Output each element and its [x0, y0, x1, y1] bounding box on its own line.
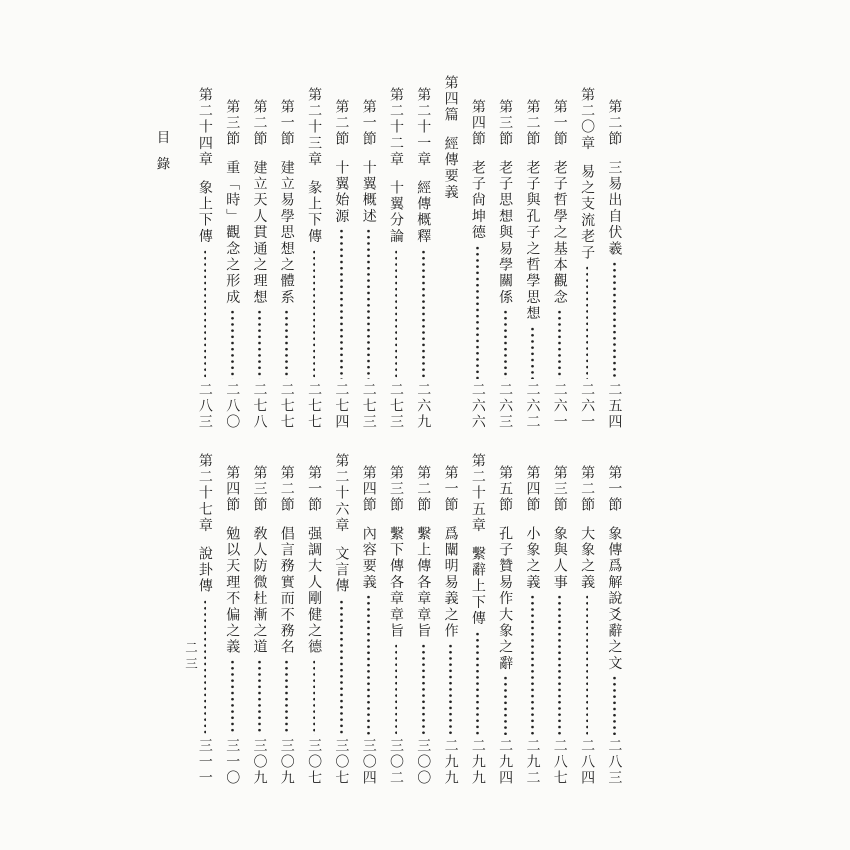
- entry-title: 三易出自伏羲: [606, 159, 623, 257]
- entry-title: 老子哲學之基本觀念: [551, 159, 568, 306]
- entry-title: 內容要義: [360, 525, 377, 591]
- entry-page-number: 三〇九: [251, 738, 268, 787]
- dot-leader: [476, 245, 479, 380]
- entry-label: 第二節: [278, 465, 295, 514]
- entry-page-number: 三〇〇: [415, 738, 432, 787]
- toc-entry: [300, 75, 327, 431]
- entry-title: 强調大人剛健之德: [306, 525, 323, 656]
- entry-page-number: 二八三: [196, 382, 213, 431]
- entry-page-number: 二七三: [360, 382, 377, 431]
- entry-page-number: 三〇四: [360, 738, 377, 787]
- entry-title: 彖上下傳: [306, 180, 323, 245]
- toc-entry: [492, 441, 519, 787]
- entry-title: 大象之義: [579, 525, 596, 591]
- entry-title: 重「時」觀念之形成: [224, 159, 241, 306]
- entry-page-number: 二六二: [524, 382, 541, 431]
- toc-entry: [382, 75, 409, 431]
- entry-page-number: 三一〇: [224, 738, 241, 787]
- toc-entry: [519, 75, 546, 431]
- entry-label: 第二十四章: [196, 87, 213, 168]
- entry-title: 象與人事: [551, 525, 568, 591]
- toc-entry: [492, 75, 519, 431]
- entry-title: 小象之義: [524, 525, 541, 591]
- entry-page-number: 三〇七: [306, 738, 323, 787]
- dot-leader: [367, 228, 370, 379]
- entry-page-number: 三〇九: [278, 738, 295, 787]
- entry-label: 第一節: [360, 99, 377, 148]
- entry-label: 第三節: [224, 99, 241, 148]
- entry-page-number: 二七四: [333, 382, 350, 431]
- entry-label: 第二十七章: [196, 453, 213, 534]
- toc-entry: [573, 75, 600, 431]
- entry-label: 第三節: [251, 465, 268, 514]
- dot-leader: [422, 643, 425, 735]
- entry-label: 第二節: [524, 99, 541, 148]
- entry-title: 象上下傳: [196, 180, 213, 245]
- dot-leader: [476, 631, 479, 735]
- toc-entry: [546, 75, 573, 431]
- dot-leader: [340, 599, 343, 736]
- dot-leader: [258, 659, 261, 735]
- entry-title: 說卦傳: [196, 546, 213, 595]
- entry-label: 第一節: [442, 465, 459, 514]
- entry-label: 第二節: [579, 465, 596, 514]
- toc-entry: [355, 441, 382, 787]
- entry-title: 建立易學思想之體系: [278, 159, 295, 306]
- entry-title: 繫上傳各章章旨: [415, 525, 432, 640]
- toc-entry: [191, 441, 218, 787]
- dot-leader: [422, 249, 425, 380]
- entry-page-number: 二八三: [606, 738, 623, 787]
- toc-entry: [273, 75, 300, 431]
- entry-page-number: 二六一: [551, 382, 568, 431]
- dot-leader: [613, 261, 616, 380]
- dot-leader: [586, 594, 589, 735]
- entry-title: 老子尙坤德: [469, 159, 486, 241]
- entry-title: 十翼概述: [360, 159, 377, 225]
- dot-leader: [504, 309, 507, 379]
- entry-label: 第三節: [551, 465, 568, 514]
- dot-leader: [367, 594, 370, 735]
- entry-page-number: 三〇二: [387, 738, 404, 787]
- entry-label: 第二十五章: [469, 453, 486, 534]
- toc-entry: [464, 441, 491, 787]
- dot-leader: [204, 599, 207, 736]
- dot-leader: [204, 249, 207, 380]
- toc-columns-bottom: [188, 441, 628, 787]
- toc-entry: [328, 75, 355, 431]
- folio-page-number: 二三: [183, 641, 199, 673]
- entry-title: 象傳爲解說爻辭之文: [606, 525, 623, 672]
- entry-title: 老子與孔子之哲學思想: [524, 159, 541, 322]
- toc-entry: [437, 441, 464, 787]
- toc-entry: [246, 441, 273, 787]
- toc-entry: [273, 441, 300, 787]
- entry-page-number: 二八四: [579, 738, 596, 787]
- entry-page-number: 二五四: [606, 382, 623, 431]
- dot-leader: [558, 309, 561, 379]
- entry-title: 繫辭上下傳: [469, 546, 486, 627]
- entry-label: 第二十六章: [333, 453, 350, 534]
- dot-leader: [449, 643, 452, 735]
- entry-page-number: 二六六: [469, 382, 486, 431]
- toc-entry: [464, 75, 491, 431]
- dot-leader: [586, 265, 589, 379]
- toc-entry: [546, 441, 573, 787]
- entry-page-number: 二六一: [579, 382, 596, 431]
- entry-label: 第二〇章: [579, 87, 596, 152]
- entry-title: 敎人防微杜漸之道: [251, 525, 268, 656]
- entry-title: 易之支流老子: [579, 163, 596, 262]
- entry-page-number: 二七八: [251, 382, 268, 431]
- toc-entry: [246, 75, 273, 431]
- toc-entry: [601, 441, 628, 787]
- entry-label: 第四節: [524, 465, 541, 514]
- dot-leader: [313, 659, 316, 735]
- dot-leader: [504, 675, 507, 735]
- dot-leader: [531, 594, 534, 735]
- entry-label: 第二十一章: [415, 87, 432, 168]
- dot-leader: [231, 309, 234, 379]
- dot-leader: [285, 309, 288, 379]
- entry-label: 第四節: [469, 99, 486, 148]
- entry-page-number: 三〇七: [333, 738, 350, 787]
- entry-page-number: 二七三: [387, 382, 404, 431]
- toc-entry: [410, 441, 437, 787]
- entry-title: 經傳要義: [442, 135, 459, 201]
- dot-leader: [531, 326, 534, 380]
- entry-label: 第四篇: [442, 75, 459, 124]
- entry-title: 十翼始源: [333, 159, 350, 225]
- entry-title: 爲闡明易義之作: [442, 525, 459, 640]
- entry-label: 第四節: [360, 465, 377, 514]
- entry-page-number: 二六三: [497, 382, 514, 431]
- running-head-title: 目錄: [153, 130, 170, 183]
- dot-leader: [258, 309, 261, 379]
- entry-label: 第二十二章: [387, 87, 404, 168]
- toc-entry: [601, 75, 628, 431]
- entry-page-number: 二七七: [306, 382, 323, 431]
- entry-label: 第二節: [415, 465, 432, 514]
- dot-leader: [285, 659, 288, 735]
- entry-title: 十翼分論: [387, 180, 404, 245]
- toc-top-page: [188, 75, 628, 431]
- entry-label: 第一節: [306, 465, 323, 514]
- entry-page-number: 二六九: [415, 382, 432, 431]
- entry-label: 第二節: [606, 99, 623, 148]
- entry-title: 建立天人貫通之理想: [251, 159, 268, 306]
- entry-page-number: 二九九: [442, 738, 459, 787]
- entry-label: 第五節: [497, 465, 514, 514]
- entry-page-number: 二八〇: [224, 382, 241, 431]
- toc-entry: [355, 75, 382, 431]
- entry-label: 第一節: [278, 99, 295, 148]
- entry-page-number: 二七七: [278, 382, 295, 431]
- entry-label: 第二十三章: [306, 87, 323, 168]
- toc-entry: [219, 75, 246, 431]
- entry-label: 第二節: [333, 99, 350, 148]
- entry-page-number: 二九九: [469, 738, 486, 787]
- entry-label: 第三節: [387, 465, 404, 514]
- entry-page-number: 二九二: [524, 738, 541, 787]
- entry-title: 文言傳: [333, 546, 350, 595]
- toc-entry: [328, 441, 355, 787]
- toc-entry: [410, 75, 437, 431]
- toc-entry: [519, 441, 546, 787]
- dot-leader: [613, 675, 616, 735]
- entry-label: 第三節: [497, 99, 514, 148]
- entry-page-number: 二九四: [497, 738, 514, 787]
- dot-leader: [313, 249, 316, 380]
- entry-title: 勉以天理不偏之義: [224, 525, 241, 656]
- entry-page-number: 二八七: [551, 738, 568, 787]
- toc-entry: [219, 441, 246, 787]
- toc-entry: [573, 441, 600, 787]
- entry-label: 第一節: [551, 99, 568, 148]
- dot-leader: [395, 249, 398, 380]
- toc-entry: [437, 75, 464, 431]
- entry-label: 第四節: [224, 465, 241, 514]
- dot-leader: [340, 228, 343, 379]
- toc-entry: [300, 441, 327, 787]
- entry-label: 第二節: [251, 99, 268, 148]
- entry-page-number: 三一一: [196, 738, 213, 787]
- entry-title: 經傳概釋: [415, 180, 432, 245]
- entry-title: 倡言務實而不務名: [278, 525, 295, 656]
- dot-leader: [231, 659, 234, 735]
- dot-leader: [395, 643, 398, 735]
- dot-leader: [558, 594, 561, 735]
- entry-label: 第一節: [606, 465, 623, 514]
- entry-title: 老子思想與易學關係: [497, 159, 514, 306]
- toc-columns-top: [188, 75, 628, 431]
- toc-entry: [191, 75, 218, 431]
- entry-title: 繫下傳各章章旨: [387, 525, 404, 640]
- toc-entry: [382, 441, 409, 787]
- toc-bottom-page: [188, 441, 628, 787]
- entry-title: 孔子贊易作大象之辭: [497, 525, 514, 672]
